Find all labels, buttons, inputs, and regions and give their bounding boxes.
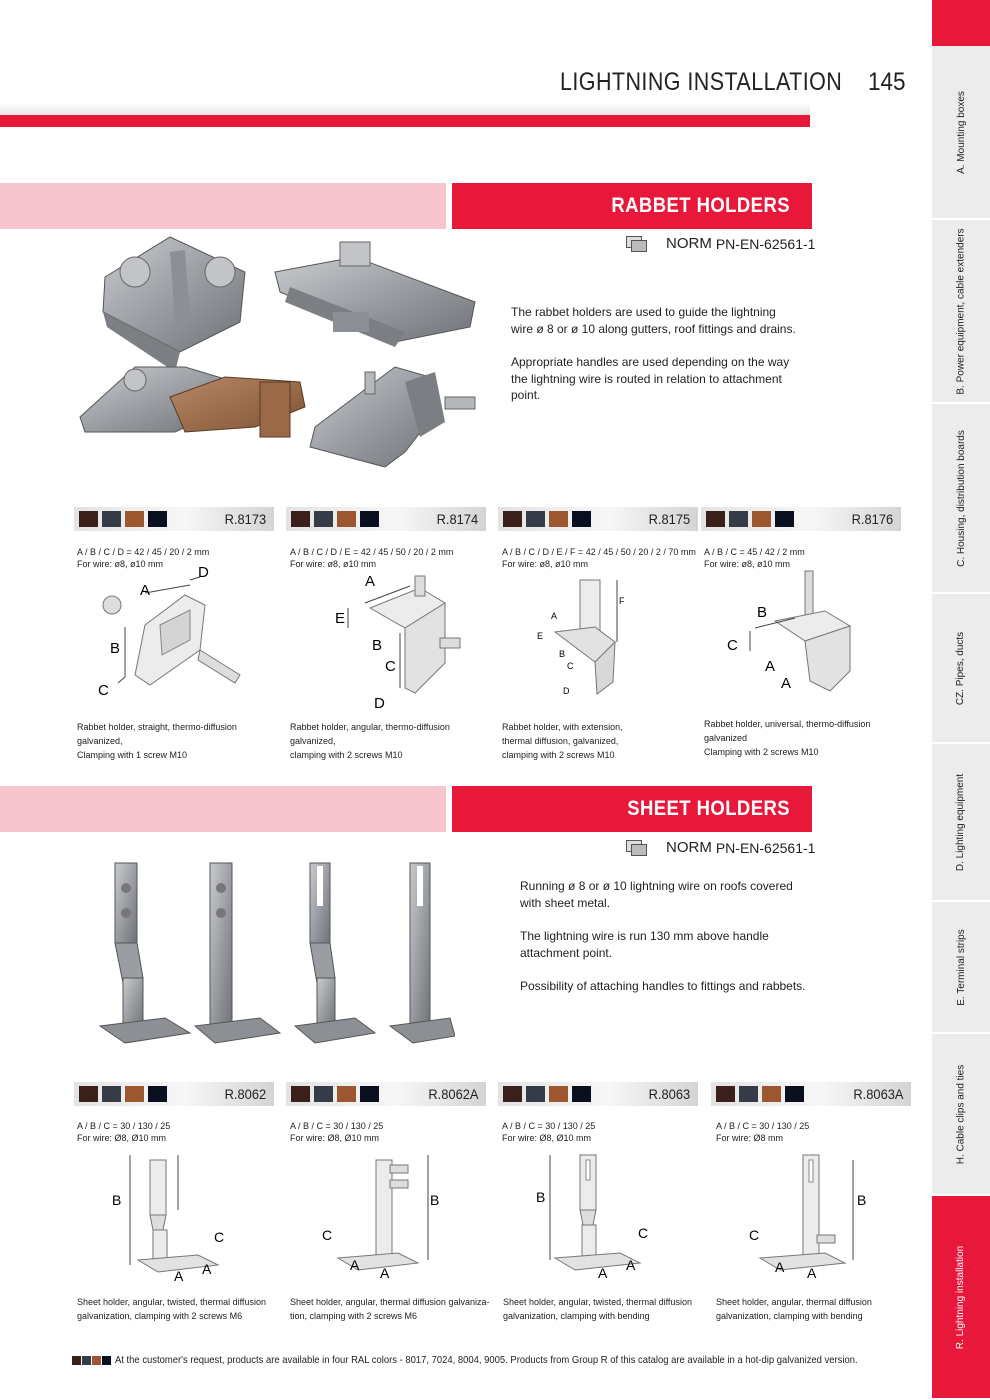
sheet-photos bbox=[95, 858, 455, 1048]
photo-holder-straight bbox=[103, 237, 245, 372]
swatch-7024 bbox=[526, 1086, 545, 1102]
footer-swatch-8004 bbox=[92, 1356, 101, 1365]
product-code: R.8175 bbox=[648, 511, 690, 527]
swatch-7024 bbox=[314, 511, 333, 527]
sheet-norm: NORM PN-EN-62561-1 bbox=[626, 839, 815, 856]
drawing-r8176 bbox=[725, 566, 865, 696]
sidebar-tab-housing[interactable]: C. Housing, distribution boards bbox=[932, 404, 990, 594]
swatch-9005 bbox=[360, 511, 379, 527]
swatch-8017 bbox=[503, 1086, 522, 1102]
swatch-8017 bbox=[503, 511, 522, 527]
product-code: R.8174 bbox=[436, 511, 478, 527]
swatch-8004 bbox=[549, 1086, 568, 1102]
swatch-8017 bbox=[716, 1086, 735, 1102]
spec-r8173: A / B / C / D = 42 / 45 / 20 / 2 mm For wire: ø8, ø10 mm bbox=[77, 547, 210, 569]
photo-sheet-straight bbox=[195, 863, 280, 1043]
swatch-8004 bbox=[125, 1086, 144, 1102]
footer-note: At the customer's request, products are available in four RAL colors - 8017, 7024, 8004, 9005. Products from Group R of this catalog are available in a hot-dip galvanized version. bbox=[72, 1354, 940, 1366]
product-strip-r8063a bbox=[711, 1082, 911, 1106]
dim-label-a: A bbox=[551, 611, 558, 621]
drawing-r8063 bbox=[530, 1150, 660, 1285]
sidebar-tab-terminal-strips[interactable]: E. Terminal strips bbox=[932, 902, 990, 1034]
dim-label-a: A bbox=[174, 1268, 184, 1284]
header-bar bbox=[0, 115, 810, 127]
dim-label-b: B bbox=[857, 1192, 867, 1208]
dim-label-b: B bbox=[757, 604, 768, 621]
spec-r8062a: A / B / C = 30 / 130 / 25 For wire: Ø8, Ø10 mm bbox=[290, 1121, 384, 1143]
dim-label-a: A bbox=[765, 658, 776, 675]
norm-book-icon bbox=[626, 840, 648, 856]
rabbet-section-title: RABBET HOLDERS bbox=[452, 183, 812, 229]
product-code: R.8173 bbox=[224, 511, 266, 527]
footer-swatch-8017 bbox=[72, 1356, 81, 1365]
swatch-8017 bbox=[291, 1086, 310, 1102]
swatch-9005 bbox=[785, 1086, 804, 1102]
product-strip-r8173 bbox=[74, 507, 274, 531]
swatch-8017 bbox=[79, 511, 98, 527]
footer-swatch-7024 bbox=[82, 1356, 91, 1365]
dim-label-a2: A bbox=[626, 1257, 636, 1273]
swatch-7024 bbox=[739, 1086, 758, 1102]
dim-label-f: F bbox=[619, 596, 625, 606]
swatch-7024 bbox=[314, 1086, 333, 1102]
product-strip-r8174 bbox=[286, 507, 486, 531]
dim-label-c: C bbox=[638, 1225, 649, 1241]
drawing-r8174 bbox=[330, 568, 480, 713]
drawing-r8063a bbox=[745, 1150, 875, 1285]
product-code: R.8176 bbox=[851, 511, 893, 527]
header-shadow bbox=[0, 103, 810, 115]
photo-holder-angular bbox=[275, 242, 475, 347]
page-title: LIGHTNING INSTALLATION bbox=[560, 68, 843, 96]
dim-label-b: B bbox=[430, 1192, 440, 1208]
caption-r8063a: Sheet holder, angular, thermal diffusion galvanization, clamping with bending bbox=[716, 1297, 872, 1321]
dim-label-d: D bbox=[563, 686, 570, 696]
spec-r8175: A / B / C / D / E / F = 42 / 45 / 50 / 20 / 2 / 70 mm For wire: ø8, ø10 mm bbox=[502, 547, 696, 569]
rabbet-photos bbox=[75, 232, 495, 472]
dim-label-a2: A bbox=[807, 1265, 817, 1281]
sidebar-tab-cable-clips[interactable]: H. Cable clips and ties bbox=[932, 1034, 990, 1196]
norm-book-icon bbox=[626, 236, 648, 252]
caption-r8173: Rabbet holder, straight, thermo-diffusion galvanized, Clamping with 1 screw M10 bbox=[77, 722, 237, 760]
product-strip-r8062a bbox=[286, 1082, 486, 1106]
dim-label-c: C bbox=[749, 1227, 760, 1243]
rabbet-description: The rabbet holders are used to guide the lightning wire ø 8 or ø 10 along gutters, roof fittings and drains. Appropriate handles are used depending on the way the lightning wire is routed in relation to attachment point. bbox=[511, 305, 796, 402]
photo-sheet-bending-twisted bbox=[295, 863, 375, 1043]
dim-label-b: B bbox=[372, 637, 383, 654]
sidebar-tab-power-equipment[interactable]: B. Power equipment, cable extenders bbox=[932, 220, 990, 404]
dim-label-a: A bbox=[140, 582, 151, 599]
swatch-8004 bbox=[337, 1086, 356, 1102]
swatch-9005 bbox=[572, 511, 591, 527]
drawing-r8062 bbox=[108, 1150, 238, 1285]
spec-r8176: A / B / C = 45 / 42 / 2 mm For wire: ø8, ø10 mm bbox=[704, 547, 805, 569]
dim-label-a2: A bbox=[380, 1265, 390, 1281]
sidebar-tab-mounting-boxes[interactable]: A. Mounting boxes bbox=[932, 46, 990, 220]
dim-label-c: C bbox=[727, 637, 738, 654]
dim-label-b: B bbox=[559, 649, 566, 659]
swatch-9005 bbox=[775, 511, 794, 527]
product-strip-r8175 bbox=[498, 507, 698, 531]
swatch-8017 bbox=[79, 1086, 98, 1102]
dim-label-e: E bbox=[335, 610, 346, 627]
swatch-8004 bbox=[752, 511, 771, 527]
photo-holder-extension bbox=[80, 367, 305, 437]
swatch-9005 bbox=[148, 1086, 167, 1102]
dim-label-c: C bbox=[567, 661, 574, 671]
product-code: R.8063A bbox=[852, 1086, 903, 1102]
page-number: 145 bbox=[868, 68, 906, 96]
photo-sheet-twisted bbox=[100, 863, 190, 1043]
product-code: R.8063 bbox=[648, 1086, 690, 1102]
dim-label-d: D bbox=[198, 565, 209, 581]
swatch-9005 bbox=[360, 1086, 379, 1102]
caption-r8062a: Sheet holder, angular, thermal diffusion galvaniza- tion, clamping with 2 screws M6 bbox=[290, 1297, 490, 1321]
sidebar-tab-lighting[interactable]: D. Lighting equipment bbox=[932, 744, 990, 902]
product-strip-r8176 bbox=[701, 507, 901, 531]
spec-r8062: A / B / C = 30 / 130 / 25 For wire: Ø8, Ø10 mm bbox=[77, 1121, 171, 1143]
swatch-7024 bbox=[102, 511, 121, 527]
swatch-8004 bbox=[762, 1086, 781, 1102]
swatch-8004 bbox=[549, 511, 568, 527]
product-strip-r8062 bbox=[74, 1082, 274, 1106]
dim-label-a2: A bbox=[202, 1261, 212, 1277]
swatch-8004 bbox=[337, 511, 356, 527]
dim-label-b: B bbox=[112, 1192, 122, 1208]
caption-r8174: Rabbet holder, angular, thermo-diffusion galvanized, clamping with 2 screws M10 bbox=[290, 722, 450, 760]
swatch-8017 bbox=[291, 511, 310, 527]
dim-label-b: B bbox=[536, 1189, 546, 1205]
caption-r8175: Rabbet holder, with extension, thermal diffusion, galvanized, clamping with 2 screws M10 bbox=[502, 722, 623, 760]
dim-label-c: C bbox=[98, 682, 109, 699]
drawing-r8173 bbox=[90, 565, 270, 705]
dim-label-a: A bbox=[598, 1265, 608, 1281]
sidebar-tab-pipes[interactable]: CZ. Pipes, ducts bbox=[932, 594, 990, 744]
product-code: R.8062A bbox=[427, 1086, 478, 1102]
spec-r8174: A / B / C / D / E = 42 / 45 / 50 / 20 / 2 mm For wire: ø8, ø10 mm bbox=[290, 547, 454, 569]
sheet-banner-left bbox=[0, 786, 446, 832]
spec-r8063: A / B / C = 30 / 130 / 25 For wire: Ø8, Ø10 mm bbox=[502, 1121, 596, 1143]
footer-swatch-9005 bbox=[102, 1356, 111, 1365]
caption-r8062: Sheet holder, angular, twisted, thermal diffusion galvanization, clamping with 2 screws M6 bbox=[77, 1297, 266, 1321]
sidebar-top-accent bbox=[932, 0, 990, 46]
dim-label-a: A bbox=[365, 573, 376, 590]
swatch-7024 bbox=[729, 511, 748, 527]
rabbet-banner-left bbox=[0, 183, 446, 229]
product-strip-r8063 bbox=[498, 1082, 698, 1106]
dim-label-b: B bbox=[110, 640, 121, 657]
dim-label-c: C bbox=[385, 658, 396, 675]
caption-r8176: Rabbet holder, universal, thermo-diffusion galvanized Clamping with 2 screws M10 bbox=[704, 719, 871, 757]
product-code: R.8062 bbox=[224, 1086, 266, 1102]
swatch-7024 bbox=[526, 511, 545, 527]
photo-holder-universal bbox=[310, 367, 475, 467]
dim-label-d: D bbox=[374, 695, 385, 712]
dim-label-e: E bbox=[537, 631, 544, 641]
photo-sheet-bending bbox=[390, 863, 455, 1043]
sidebar-tab-lightning[interactable]: R. Lightning installation bbox=[932, 1196, 990, 1400]
sheet-section-title: SHEET HOLDERS bbox=[452, 786, 812, 832]
rabbet-norm: NORM PN-EN-62561-1 bbox=[626, 235, 815, 252]
dim-label-a2: A bbox=[781, 675, 792, 692]
spec-r8063a: A / B / C = 30 / 130 / 25 For wire: Ø8 mm bbox=[716, 1121, 810, 1143]
drawing-r8175 bbox=[535, 572, 645, 702]
dim-label-c: C bbox=[322, 1227, 333, 1243]
dim-label-a: A bbox=[350, 1257, 360, 1273]
sheet-description: Running ø 8 or ø 10 lightning wire on roofs covered with sheet metal. The lightning wire is run 130 mm above handle attachment point. Possibility of attaching handles to fittings and rabbets. bbox=[520, 879, 806, 993]
dim-label-c: C bbox=[214, 1229, 225, 1245]
swatch-8017 bbox=[706, 511, 725, 527]
swatch-9005 bbox=[148, 511, 167, 527]
swatch-8004 bbox=[125, 511, 144, 527]
swatch-7024 bbox=[102, 1086, 121, 1102]
swatch-9005 bbox=[572, 1086, 591, 1102]
drawing-r8062a bbox=[318, 1150, 448, 1285]
dim-label-a: A bbox=[775, 1259, 785, 1275]
caption-r8063: Sheet holder, angular, twisted, thermal diffusion galvanization, clamping with bending bbox=[503, 1297, 692, 1321]
